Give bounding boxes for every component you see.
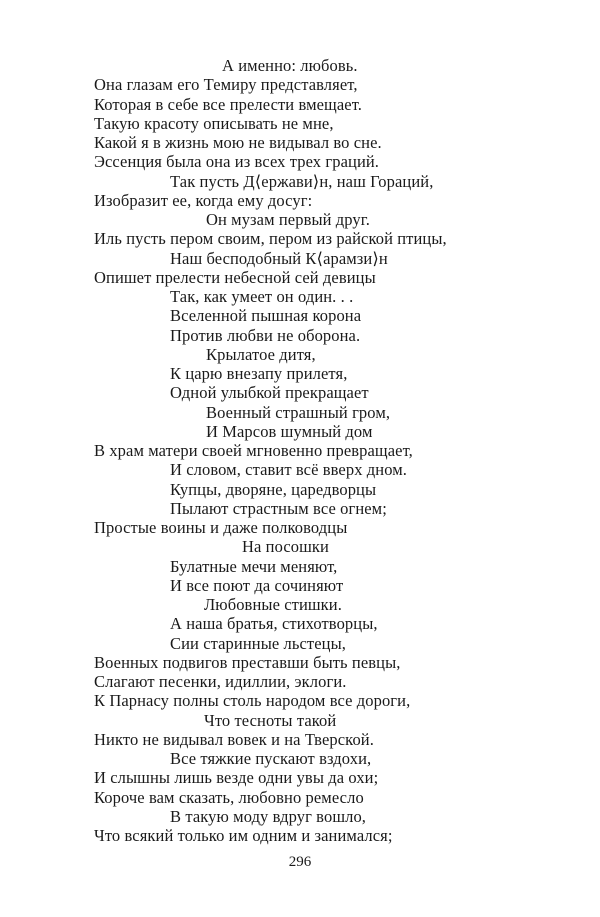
poem-line: Все тяжкие пускают вздохи, (170, 749, 372, 768)
poem-line: Опишет прелести небесной сей девицы (94, 267, 376, 287)
poem-line: И Марсов шумный дом (206, 421, 373, 441)
poem-line: Крылатое дитя, (206, 344, 316, 364)
poem-line: Слагают песенки, идиллии, эклоги. (94, 672, 347, 691)
poem-line: В такую моду вдруг вошло, (170, 806, 367, 826)
poem-line: Так пусть Д⟨ержави⟩н, наш Гораций, (170, 171, 434, 191)
poem-line: Военный страшный гром, (206, 402, 391, 422)
poem-line: Эссенция была она из всех трех граций. (94, 152, 380, 172)
poem-line: Такую красоту описывать не мне, (94, 113, 334, 133)
poem-line: Которая в себе все прелести вмещает. (94, 94, 362, 114)
poem-line: Никто не видывал вовек и на Тверской. (94, 729, 374, 749)
poem-line: А наша братья, стихотворцы, (170, 614, 378, 634)
poem-line: Наш бесподобный К⟨арамзи⟩н (170, 248, 388, 268)
poem-text (94, 56, 554, 845)
poem-line: Он музам первый друг. (206, 210, 371, 229)
poem-line: И словом, ставит всё вверх дном. (170, 460, 407, 480)
poem-line: На посошки (242, 537, 329, 557)
poem-line: Короче вам сказать, любовно ремесло (94, 787, 364, 807)
poem-line: В храм матери своей мгновенно превращает, (94, 441, 413, 460)
page-number: 296 (288, 854, 312, 870)
poem-line: Одной улыбкой прекращает (170, 383, 369, 403)
poem-line: Военных подвигов преставши быть певцы, (94, 652, 401, 672)
poem-line: Булатные мечи меняют, (170, 556, 338, 576)
poem-line: Иль пусть пером своим, пером из райской птицы, (94, 229, 447, 249)
poem-line: Пылают страстным все огнем; (170, 498, 387, 518)
poem-line: Против любви не оборона. (170, 325, 361, 345)
poem-line: Она глазам его Темиру представляет, (94, 75, 358, 95)
poem-line: Вселенной пышная корона (170, 306, 362, 326)
poem-line: Что тесноты такой (204, 710, 337, 730)
poem-line: Сии старинные льстецы, (170, 633, 346, 653)
poem-line: Так, как умеет он один. . . (170, 287, 354, 306)
poem-line: Любовные стишки. (204, 595, 342, 614)
poem-line: И слышны лишь везде одни увы да охи; (94, 768, 379, 788)
poem-line: И все поют да сочиняют (170, 575, 344, 595)
poem-line: Что всякий только им одним и занимался; (94, 826, 393, 845)
poem-line: Изобразит ее, когда ему досуг: (94, 190, 313, 210)
poem-line: А именно: любовь. (222, 56, 358, 75)
poem-line: К царю внезапу прилетя, (170, 364, 348, 383)
poem-line: Какой я в жизнь мою не видывал во сне. (94, 133, 382, 152)
poem-line: Простые воины и даже полководцы (94, 518, 348, 537)
poem-line: К Парнасу полны столь народом все дороги, (94, 691, 411, 711)
poem-line: Купцы, дворяне, царедворцы (170, 479, 377, 499)
